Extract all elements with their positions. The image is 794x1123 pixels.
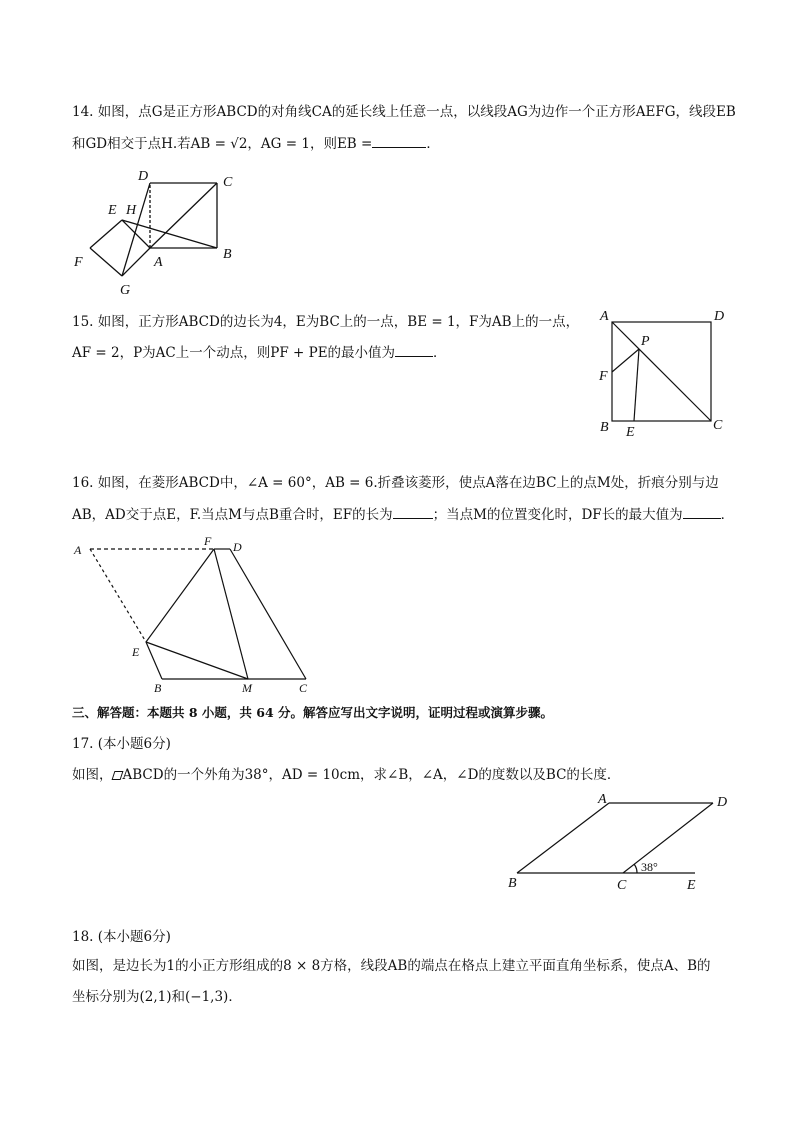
q15-line2: AF = 2，P为AC上一个动点，则PF + PE的最小值为 ．	[72, 345, 447, 361]
q17-angle-arc	[634, 864, 637, 873]
answer-blank-1	[393, 506, 433, 519]
q16-label-c: C	[299, 681, 308, 695]
q17-title: 17. (本小题6分)	[72, 736, 171, 752]
q15-line1: 15. 如图，正方形ABCD的边长为4，E为BC上的一点，BE = 1，F为AB上的一点，	[72, 314, 580, 330]
q16-edge-dc	[230, 549, 306, 679]
q17-label-d: D	[717, 795, 728, 810]
q16-crease-ef	[146, 549, 214, 642]
q17-label-b: B	[508, 876, 517, 891]
q14-label-d: D	[138, 169, 149, 184]
q14-label-h: H	[126, 203, 137, 218]
q14-label-f: F	[74, 255, 83, 270]
q17-figure	[505, 790, 735, 895]
q16-label-b: B	[154, 681, 162, 695]
q15-diagonal-ac	[612, 322, 711, 421]
q17-body: 如图， ABCD的一个外角为38°，AD = 10cm，求∠B，∠A，∠D的度数以及BC的长度．	[72, 767, 621, 783]
q17-edge-dc	[623, 803, 713, 873]
q14-label-g: G	[120, 283, 131, 298]
q16-figure	[72, 536, 322, 696]
q15-label-p: P	[641, 334, 650, 349]
q14-line1: 14. 如图，点G是正方形ABCD的对角线CA的延长线上任意一点，以线段AG为边作一个正方形AEFG，线段EB	[72, 104, 736, 120]
q14-label-b: B	[223, 247, 232, 262]
q16-label-m: M	[242, 681, 252, 695]
q15-label-e: E	[626, 425, 635, 440]
section-heading: 三、解答题：本题共 8 小题，共 64 分。解答应写出文字说明，证明过程或演算步骤。	[72, 705, 554, 720]
q15-label-a: A	[600, 309, 609, 324]
q15-label-d: D	[714, 309, 725, 324]
q16-segment-fm	[214, 549, 248, 679]
q15-segment-pe	[634, 349, 639, 421]
q16-label-f: F	[204, 534, 212, 548]
q14-label-c: C	[223, 175, 233, 190]
q16-edge-ae-dashed	[90, 549, 146, 642]
q16-label-e: E	[132, 645, 140, 659]
q18-title: 18. (本小题6分)	[72, 929, 171, 945]
answer-blank-2	[683, 506, 721, 519]
parallelogram-icon	[111, 771, 123, 780]
q16-label-d: D	[233, 540, 242, 554]
q15-figure	[596, 306, 736, 441]
q16-line1: 16. 如图，在菱形ABCD中，∠A = 60°，AB = 6.折叠该菱形，使点A落在边BC上的点M处，折痕分别与边	[72, 475, 719, 491]
q17-label-a: A	[598, 792, 607, 807]
q15-label-f: F	[599, 369, 608, 384]
q15-label-c: C	[713, 418, 723, 433]
q14-edge-ef	[90, 220, 122, 248]
q16-line2: AB，AD交于点E，F.当点M与点B重合时，EF的长为 ；当点M的位置变化时，DF长的最大值为 ．	[72, 507, 735, 523]
q14-figure	[70, 166, 250, 301]
answer-blank	[372, 135, 426, 148]
q17-label-e: E	[687, 878, 696, 893]
q16-label-a: A	[74, 543, 82, 557]
q14-label-a: A	[154, 255, 163, 270]
q17-label-c: C	[617, 878, 627, 893]
q15-segment-pf	[612, 349, 639, 372]
q18-line1: 如图，是边长为1的小正方形组成的8 × 8方格，线段AB的端点在格点上建立平面直角坐标系，使点A、B的	[72, 958, 711, 974]
q14-edge-fg	[90, 248, 122, 276]
q17-angle-label: 38°	[641, 860, 658, 874]
q16-segment-em	[146, 642, 248, 679]
q17-edge-ab	[517, 803, 609, 873]
q14-line2: 和GD相交于点H.若AB = √2，AG = 1，则EB = ．	[72, 136, 440, 152]
q15-label-b: B	[600, 420, 609, 435]
answer-blank	[395, 344, 433, 357]
q18-line2: 坐标分别为(2,1)和(−1,3)．	[72, 989, 242, 1005]
q14-label-e: E	[108, 203, 117, 218]
